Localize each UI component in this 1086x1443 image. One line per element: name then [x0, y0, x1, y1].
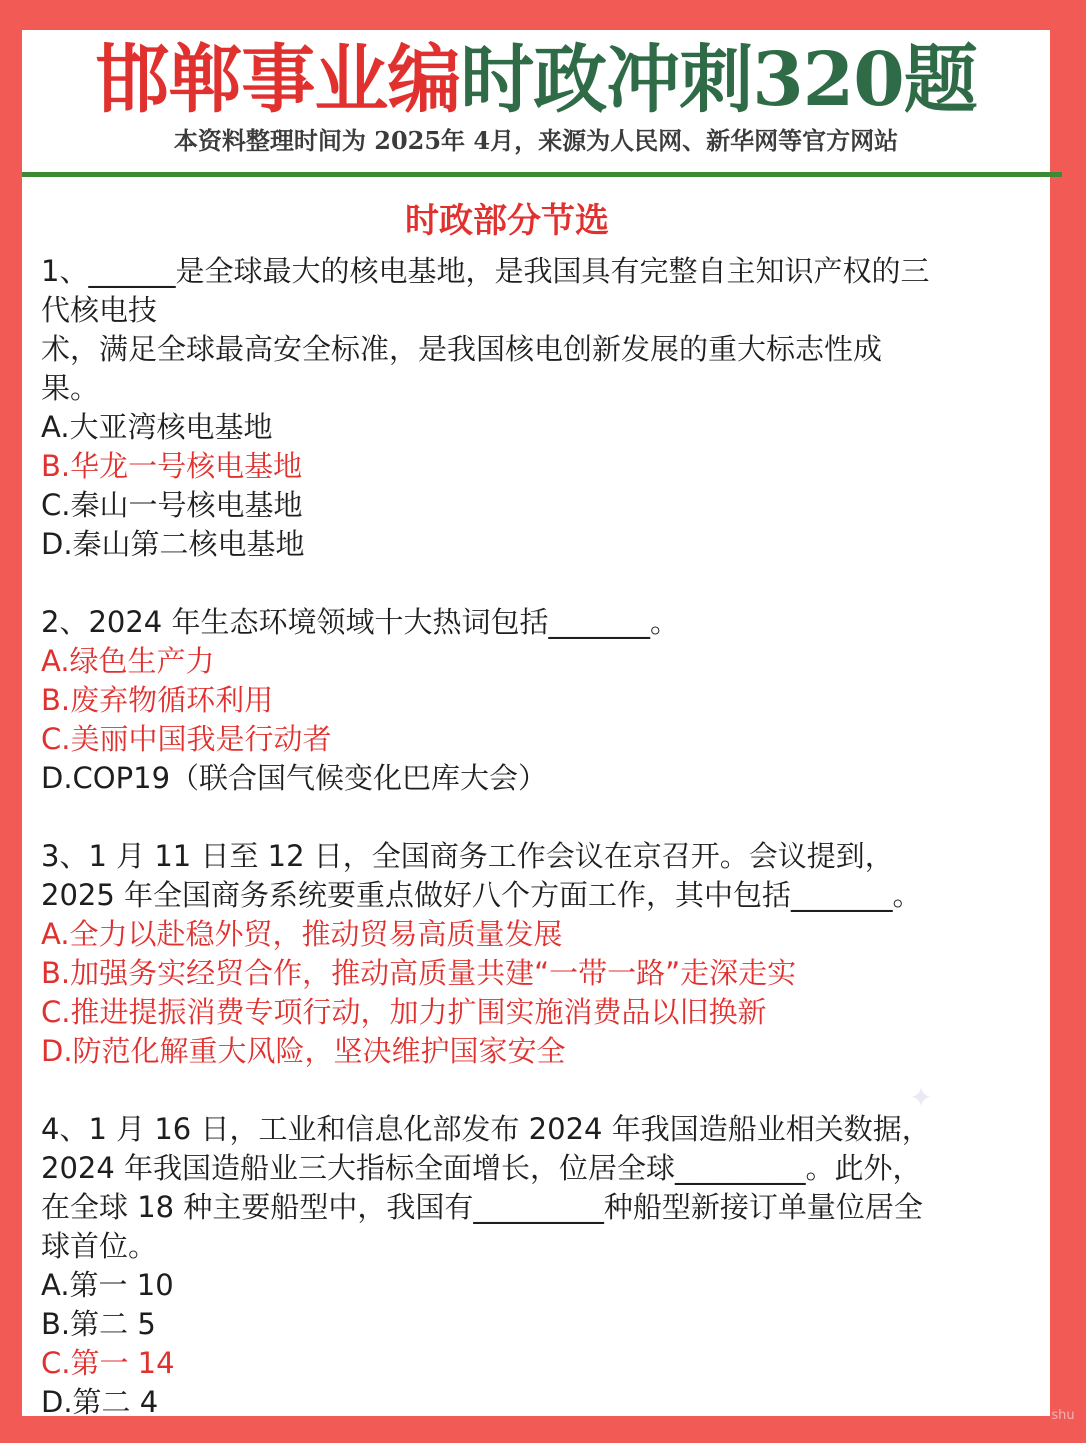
answer-option: D.COP19（联合国气候变化巴库大会） [41, 761, 548, 795]
answer-option-correct: A.绿色生产力 [41, 644, 215, 678]
answer-option-correct: D.防范化解重大风险，坚决维护国家安全 [41, 1034, 566, 1068]
question-stem-line: 代核电技 [41, 293, 158, 327]
document-card [22, 30, 1075, 1423]
answer-option-correct: B.废弃物循环利用 [41, 683, 274, 717]
answer-option: A.大亚湾核电基地 [41, 410, 273, 444]
answer-option-correct: B.华龙一号核电基地 [41, 449, 303, 483]
question-stem-line: 4、1 月 16 日，工业和信息化部发布 2024 年我国造船业相关数据， [41, 1112, 931, 1146]
answer-option: A.第一 10 [41, 1268, 174, 1302]
answer-option-correct: C.美丽中国我是行动者 [41, 722, 332, 756]
answer-option: B.第二 5 [41, 1307, 156, 1341]
subtitle: 本资料整理时间为 2025年 4月，来源为人民网、新华网等官方网站 [173, 126, 899, 155]
question-spacer [41, 1071, 1036, 1110]
title-green-part: 时政冲刺320题 [460, 37, 977, 123]
question-stem-line: 在全球 18 种主要船型中，我国有_________种船型新接订单量位居全 [41, 1190, 923, 1224]
question-block [41, 252, 1036, 564]
title-red-part: 邯郸事业编 [95, 37, 461, 123]
question-stem-line: 2024 年我国造船业三大指标全面增长，位居全球_________。此外， [41, 1151, 922, 1185]
question-stem-line: 术，满足全球最高安全标准，是我国核电创新发展的重大标志性成 [41, 332, 883, 366]
question-stem-line: 2025 年全国商务系统要重点做好八个方面工作，其中包括_______。 [41, 878, 922, 912]
watermark: shu [1051, 1408, 1075, 1423]
question-stem-line: 2、2024 年生态环境领域十大热词包括_______。 [41, 605, 679, 639]
question-stem-line: 1、______是全球最大的核电基地，是我国具有完整自主知识产权的三 [41, 254, 930, 288]
question-spacer [41, 798, 1036, 837]
question-stem-line: 果。 [41, 371, 100, 405]
sparkle-icon: ✦ [909, 1081, 933, 1114]
answer-option-correct: C.推进提振消费专项行动，加力扩围实施消费品以旧换新 [41, 995, 767, 1029]
question-block [41, 603, 1036, 798]
answer-option: D.第二 4 [41, 1385, 159, 1419]
answer-option-correct: B.加强务实经贸合作，推动高质量共建“一带一路”走深走实 [41, 956, 797, 990]
question-list [41, 252, 1036, 1422]
question-stem-line: 3、1 月 11 日至 12 日，全国商务工作会议在京召开。会议提到， [41, 839, 894, 873]
question-stem-line: 球首位。 [41, 1229, 158, 1263]
answer-option-correct: C.第一 14 [41, 1346, 175, 1380]
answer-option: D.秦山第二核电基地 [41, 527, 305, 561]
page-title [22, 34, 1050, 126]
answer-option: C.秦山一号核电基地 [41, 488, 303, 522]
answer-option-correct: A.全力以赴稳外贸，推动贸易高质量发展 [41, 917, 563, 951]
question-block [41, 1110, 1036, 1422]
section-title: 时政部分节选 [405, 201, 609, 241]
question-block [41, 837, 1036, 1071]
green-divider [22, 172, 1062, 177]
question-spacer [41, 564, 1036, 603]
